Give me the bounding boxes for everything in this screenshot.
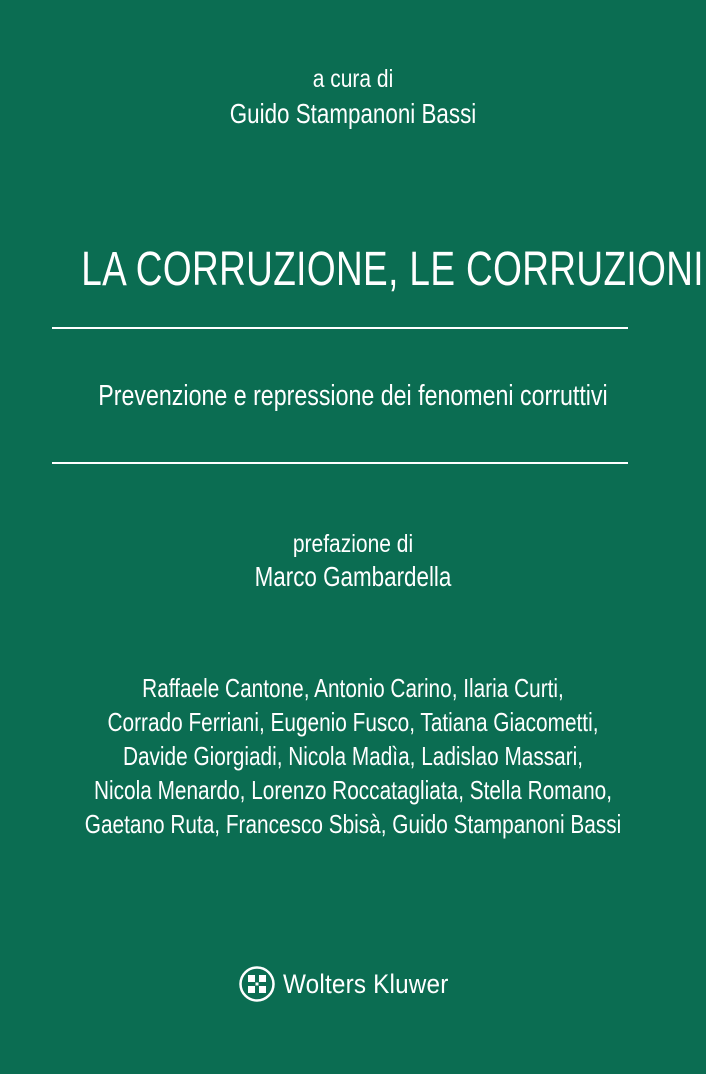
title-divider-top	[52, 327, 628, 329]
book-title: LA CORRUZIONE, LE CORRUZIONI	[81, 243, 704, 296]
contributors-line: Nicola Menardo, Lorenzo Roccatagliata, Stella Romano,	[94, 775, 612, 805]
editor-label: a cura di	[312, 65, 394, 93]
contributors-list	[0, 671, 706, 841]
contributors-line: Raffaele Cantone, Antonio Carino, Ilaria Curti,	[142, 673, 564, 703]
contributors-line: Gaetano Ruta, Francesco Sbisà, Guido Stampanoni Bassi	[84, 809, 622, 839]
title-divider-bottom	[52, 462, 628, 464]
publisher-name: Wolters Kluwer	[283, 969, 449, 999]
preface-label: prefazione di	[292, 530, 414, 558]
contributors-line: Corrado Ferriani, Eugenio Fusco, Tatiana Giacometti,	[107, 707, 599, 737]
editor-name: Guido Stampanoni Bassi	[229, 98, 477, 129]
publisher-logo	[0, 966, 706, 1002]
contributors-line: Davide Giorgiadi, Nicola Madìa, Ladislao Massari,	[122, 741, 584, 771]
preface-author-name: Marco Gambardella	[254, 561, 452, 592]
wolters-kluwer-logo-icon	[239, 966, 275, 1002]
book-subtitle: Prevenzione e repressione dei fenomeni corruttivi	[98, 380, 608, 412]
